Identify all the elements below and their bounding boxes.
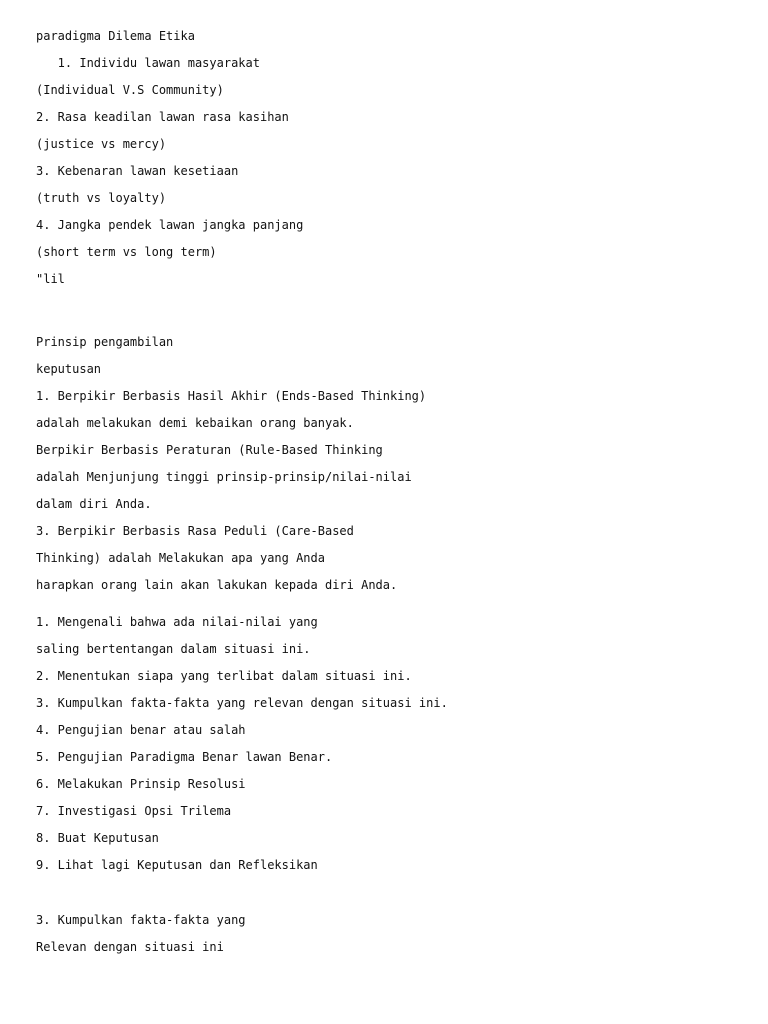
doc-heading-paradigma: paradigma Dilema Etika	[36, 29, 195, 43]
doc-line: 1. Mengenali bahwa ada nilai-nilai yang	[36, 615, 318, 629]
doc-line: 4. Pengujian benar atau salah	[36, 723, 246, 737]
doc-line: 6. Melakukan Prinsip Resolusi	[36, 777, 246, 791]
doc-line: (justice vs mercy)	[36, 137, 167, 151]
doc-line: 3. Kumpulkan fakta-fakta yang relevan dengan situasi ini.	[36, 696, 448, 710]
doc-line: (truth vs loyalty)	[36, 191, 167, 205]
doc-line: 1. Berpikir Berbasis Hasil Akhir (Ends-Based Thinking)	[36, 389, 427, 403]
doc-line: 4. Jangka pendek lawan jangka panjang	[36, 218, 304, 232]
doc-heading-prinsip: Prinsip pengambilan	[36, 335, 174, 349]
doc-line: keputusan	[36, 362, 102, 376]
doc-line: harapkan orang lain akan lakukan kepada diri Anda.	[36, 578, 398, 592]
doc-line: "lil	[36, 272, 65, 286]
doc-line: 9. Lihat lagi Keputusan dan Refleksikan	[36, 858, 318, 872]
doc-line: 2. Menentukan siapa yang terlibat dalam situasi ini.	[36, 669, 412, 683]
doc-line: dalam diri Anda.	[36, 497, 152, 511]
doc-line: (Individual V.S Community)	[36, 83, 224, 97]
doc-line: 1. Individu lawan masyarakat	[36, 56, 260, 70]
doc-line: 2. Rasa keadilan lawan rasa kasihan	[36, 110, 289, 124]
doc-line: adalah melakukan demi kebaikan orang banyak.	[36, 416, 354, 430]
doc-line: saling bertentangan dalam situasi ini.	[36, 642, 311, 656]
doc-line: Relevan dengan situasi ini	[36, 940, 224, 954]
doc-line: adalah Menjunjung tinggi prinsip-prinsip/nilai-nilai	[36, 470, 412, 484]
doc-line: 3. Kumpulkan fakta-fakta yang	[36, 913, 246, 927]
doc-line: 3. Kebenaran lawan kesetiaan	[36, 164, 239, 178]
doc-line: 3. Berpikir Berbasis Rasa Peduli (Care-Based	[36, 524, 354, 538]
doc-line: 7. Investigasi Opsi Trilema	[36, 804, 232, 818]
doc-line: (short term vs long term)	[36, 245, 217, 259]
doc-line: 8. Buat Keputusan	[36, 831, 159, 845]
doc-line: Thinking) adalah Melakukan apa yang Anda	[36, 551, 325, 565]
doc-line: 5. Pengujian Paradigma Benar lawan Benar.	[36, 750, 333, 764]
doc-line: Berpikir Berbasis Peraturan (Rule-Based Thinking	[36, 443, 383, 457]
